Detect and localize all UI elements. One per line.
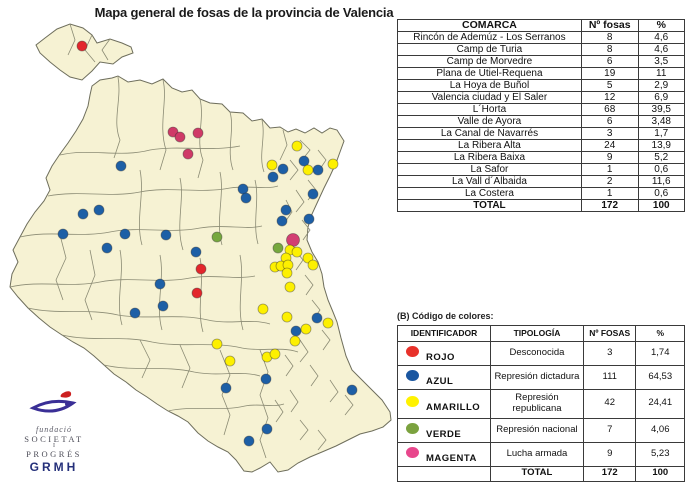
logo-fish-eye [65, 402, 69, 406]
legend-row [398, 342, 685, 366]
fosa-dot-blue [161, 230, 171, 240]
comarca-row [398, 152, 685, 164]
comarca-cell: 68 [581, 104, 638, 116]
legend-color-dot-icon [406, 396, 419, 407]
comarca-cell: Plana de Utiel-Requena [398, 68, 582, 80]
legend-identifier-cell [398, 365, 491, 389]
legend-fosas-cell: 3 [583, 342, 636, 366]
fosa-dot-blue [130, 308, 140, 318]
fosa-dot-yellow [258, 304, 268, 314]
comarca-cell: La Vall d´Albaida [398, 176, 582, 188]
legend-tipologia-cell: Represión dictadura [490, 365, 583, 389]
comarca-cell: 1 [581, 188, 638, 200]
fosa-dot-blue [94, 205, 104, 215]
comarca-row [398, 176, 685, 188]
fosa-dot-blue [221, 383, 231, 393]
comarca-cell: 0,6 [638, 188, 685, 200]
comarca-cell: 1 [581, 164, 638, 176]
fosa-dot-green [273, 243, 283, 253]
comarca-cell: 5,2 [638, 152, 685, 164]
page-title: Mapa general de fosas de la provincia de Valencia [94, 5, 394, 20]
legend-caption: (B) Código de colores: [397, 311, 494, 321]
legend-row [398, 418, 685, 442]
comarca-cell: 24 [581, 140, 638, 152]
legend-row [398, 389, 685, 418]
logo-text-societat: SOCIETAT [24, 434, 84, 444]
fosa-dot-yellow [308, 260, 318, 270]
comarca-cell: 6 [581, 56, 638, 68]
legend-empty-cell [398, 466, 491, 481]
legend-color-dot-icon [406, 423, 419, 434]
legend-color-dot-icon [406, 346, 419, 357]
legend-color-name: VERDE [426, 428, 462, 440]
legend-fosas-cell: 111 [583, 365, 636, 389]
legend-pct-cell: 64,53 [636, 365, 685, 389]
comarca-cell: 3,48 [638, 116, 685, 128]
legend-pct-cell: 4,06 [636, 418, 685, 442]
legend-fosas-cell: 9 [583, 442, 636, 466]
fosa-dot-blue [304, 214, 314, 224]
fosa-dot-blue [158, 301, 168, 311]
legend-total-row [398, 466, 685, 481]
comarca-row [398, 116, 685, 128]
fosa-dot-blue [58, 229, 68, 239]
comarca-cell: 39,5 [638, 104, 685, 116]
fosa-dot-blue [347, 385, 357, 395]
fosa-dot-yellow [282, 268, 292, 278]
fosa-dot-yellow [267, 160, 277, 170]
color-code-table-header [398, 326, 685, 342]
comarca-cell: TOTAL [398, 200, 582, 212]
fosa-dot-magenta [287, 234, 300, 247]
legend-header-cell: TIPOLOGÍA [490, 326, 583, 342]
foundation-logo-icon [25, 390, 83, 420]
comarca-cell: 3 [581, 128, 638, 140]
comarca-cell: 0,6 [638, 164, 685, 176]
comarca-cell: La Hoya de Buñol [398, 80, 582, 92]
comarca-cell: Valle de Ayora [398, 116, 582, 128]
comarca-row [398, 44, 685, 56]
fosa-dot-red [77, 41, 87, 51]
legend-tipologia-cell: Desconocida [490, 342, 583, 366]
comarca-cell: 3,5 [638, 56, 685, 68]
comarca-table-header [398, 20, 685, 32]
fosa-dot-blue [102, 243, 112, 253]
fosa-dot-yellow [303, 165, 313, 175]
fosa-dot-yellow [212, 339, 222, 349]
comarca-row [398, 68, 685, 80]
fosa-dot-blue [313, 165, 323, 175]
fosa-dot-blue [238, 184, 248, 194]
comarca-cell: 172 [581, 200, 638, 212]
comarca-cell: Camp de Turia [398, 44, 582, 56]
fosa-dot-blue [78, 209, 88, 219]
fosa-dot-blue [191, 247, 201, 257]
comarca-cell: 9 [581, 152, 638, 164]
comarca-cell: 11,6 [638, 176, 685, 188]
comarca-cell: 8 [581, 32, 638, 44]
fosa-dot-blue [312, 313, 322, 323]
fosa-dot-red [192, 288, 202, 298]
comarca-row [398, 188, 685, 200]
comarca-header-cell: COMARCA [398, 20, 582, 32]
fosa-dot-blue [120, 229, 130, 239]
fosa-dot-yellow [290, 336, 300, 346]
legend-color-name: ROJO [426, 352, 455, 363]
legend-identifier-cell [398, 342, 491, 366]
comarca-total-row [398, 200, 685, 212]
comarca-cell: Valencia ciudad y El Saler [398, 92, 582, 104]
fosa-dot-blue [244, 436, 254, 446]
fosa-dot-yellow [292, 247, 302, 257]
legend-header-cell: % [636, 326, 685, 342]
legend-total-label: TOTAL [490, 466, 583, 481]
fosa-dot-yellow [225, 356, 235, 366]
comarca-row [398, 92, 685, 104]
legend-tipologia-cell: Represión nacional [490, 418, 583, 442]
legend-total-fosas: 172 [583, 466, 636, 481]
legend-header-cell: IDENTIFICADOR [398, 326, 491, 342]
legend-pct-cell: 1,74 [636, 342, 685, 366]
legend-color-name: AMARILLO [426, 402, 481, 414]
legend-color-dot-icon [406, 447, 419, 458]
foundation-logo [16, 390, 92, 474]
fosa-dot-blue [277, 216, 287, 226]
comarca-row [398, 32, 685, 44]
comarca-cell: La Costera [398, 188, 582, 200]
legend-pct-cell: 24,41 [636, 389, 685, 418]
legend-tipologia-cell: Represión republicana [490, 389, 583, 418]
comarca-row [398, 80, 685, 92]
comarca-cell: La Canal de Navarrés [398, 128, 582, 140]
legend-row [398, 365, 685, 389]
comarca-cell: 4,6 [638, 32, 685, 44]
comarca-cell: 4,6 [638, 44, 685, 56]
comarca-cell: L´Horta [398, 104, 582, 116]
fosa-dot-yellow [270, 349, 280, 359]
comarca-cell: 13,9 [638, 140, 685, 152]
fosa-dot-blue [155, 279, 165, 289]
legend-color-name: AZUL [426, 375, 454, 387]
comarca-row [398, 164, 685, 176]
comarca-cell: Rincón de Ademúz - Los Serranos [398, 32, 582, 44]
legend-row [398, 442, 685, 466]
logo-text-progres: PROGRÉS [26, 449, 82, 459]
legend-identifier-cell [398, 418, 491, 442]
fosa-dot-blue [262, 424, 272, 434]
fosa-dot-blue [281, 205, 291, 215]
fosa-dot-blue [308, 189, 318, 199]
legend-fosas-cell: 7 [583, 418, 636, 442]
legend-pct-cell: 5,23 [636, 442, 685, 466]
fosa-dot-blue [291, 326, 301, 336]
fosa-dot-magenta [183, 149, 193, 159]
logo-text-i: I [53, 443, 55, 449]
comarca-row [398, 56, 685, 68]
logo-flame-shape [61, 391, 72, 397]
legend-identifier-cell [398, 442, 491, 466]
comarca-cell: 6 [581, 116, 638, 128]
color-code-table [397, 325, 685, 482]
fosa-dot-blue [116, 161, 126, 171]
legend-identifier-cell [398, 389, 491, 418]
map-exclave-rincon-de-ademuz [36, 24, 133, 80]
fosa-dot-yellow [301, 324, 311, 334]
comarca-cell: 2 [581, 176, 638, 188]
comarca-cell: 1,7 [638, 128, 685, 140]
comarca-header-cell: % [638, 20, 685, 32]
comarca-cell: 12 [581, 92, 638, 104]
comarca-cell: 5 [581, 80, 638, 92]
legend-color-dot-icon [406, 370, 419, 381]
fosa-dot-yellow [285, 282, 295, 292]
logo-text-fundacio: fundació [36, 425, 72, 434]
fosa-dot-green [212, 232, 222, 242]
fosa-dot-blue [299, 156, 309, 166]
comarca-row [398, 140, 685, 152]
fosa-dot-blue [241, 193, 251, 203]
legend-fosas-cell: 42 [583, 389, 636, 418]
comarca-cell: 19 [581, 68, 638, 80]
legend-color-name: MAGENTA [426, 452, 477, 464]
comarca-cell: 2,9 [638, 80, 685, 92]
comarca-table [397, 19, 685, 212]
fosa-dot-magenta [193, 128, 203, 138]
fosa-dot-magenta [175, 132, 185, 142]
legend-header-cell: Nº FOSAS [583, 326, 636, 342]
comarca-cell: 100 [638, 200, 685, 212]
comarca-cell: Camp de Morvedre [398, 56, 582, 68]
comarca-cell: La Ribera Alta [398, 140, 582, 152]
fosa-dot-blue [278, 164, 288, 174]
comarca-cell: 6,9 [638, 92, 685, 104]
comarca-cell: 8 [581, 44, 638, 56]
fosa-dot-blue [268, 172, 278, 182]
comarca-header-cell: Nº fosas [581, 20, 638, 32]
fosa-dot-yellow [292, 141, 302, 151]
comarca-row [398, 104, 685, 116]
comarca-row [398, 128, 685, 140]
comarca-cell: La Safor [398, 164, 582, 176]
logo-text-grmh: GRMH [29, 460, 79, 474]
fosa-dot-blue [261, 374, 271, 384]
fosa-dot-red [196, 264, 206, 274]
fosa-dot-yellow [323, 318, 333, 328]
comarca-cell: La Ribera Baixa [398, 152, 582, 164]
legend-tipologia-cell: Lucha armada [490, 442, 583, 466]
fosa-dot-yellow [282, 312, 292, 322]
comarca-cell: 11 [638, 68, 685, 80]
fosa-dot-yellow [328, 159, 338, 169]
legend-total-pct: 100 [636, 466, 685, 481]
